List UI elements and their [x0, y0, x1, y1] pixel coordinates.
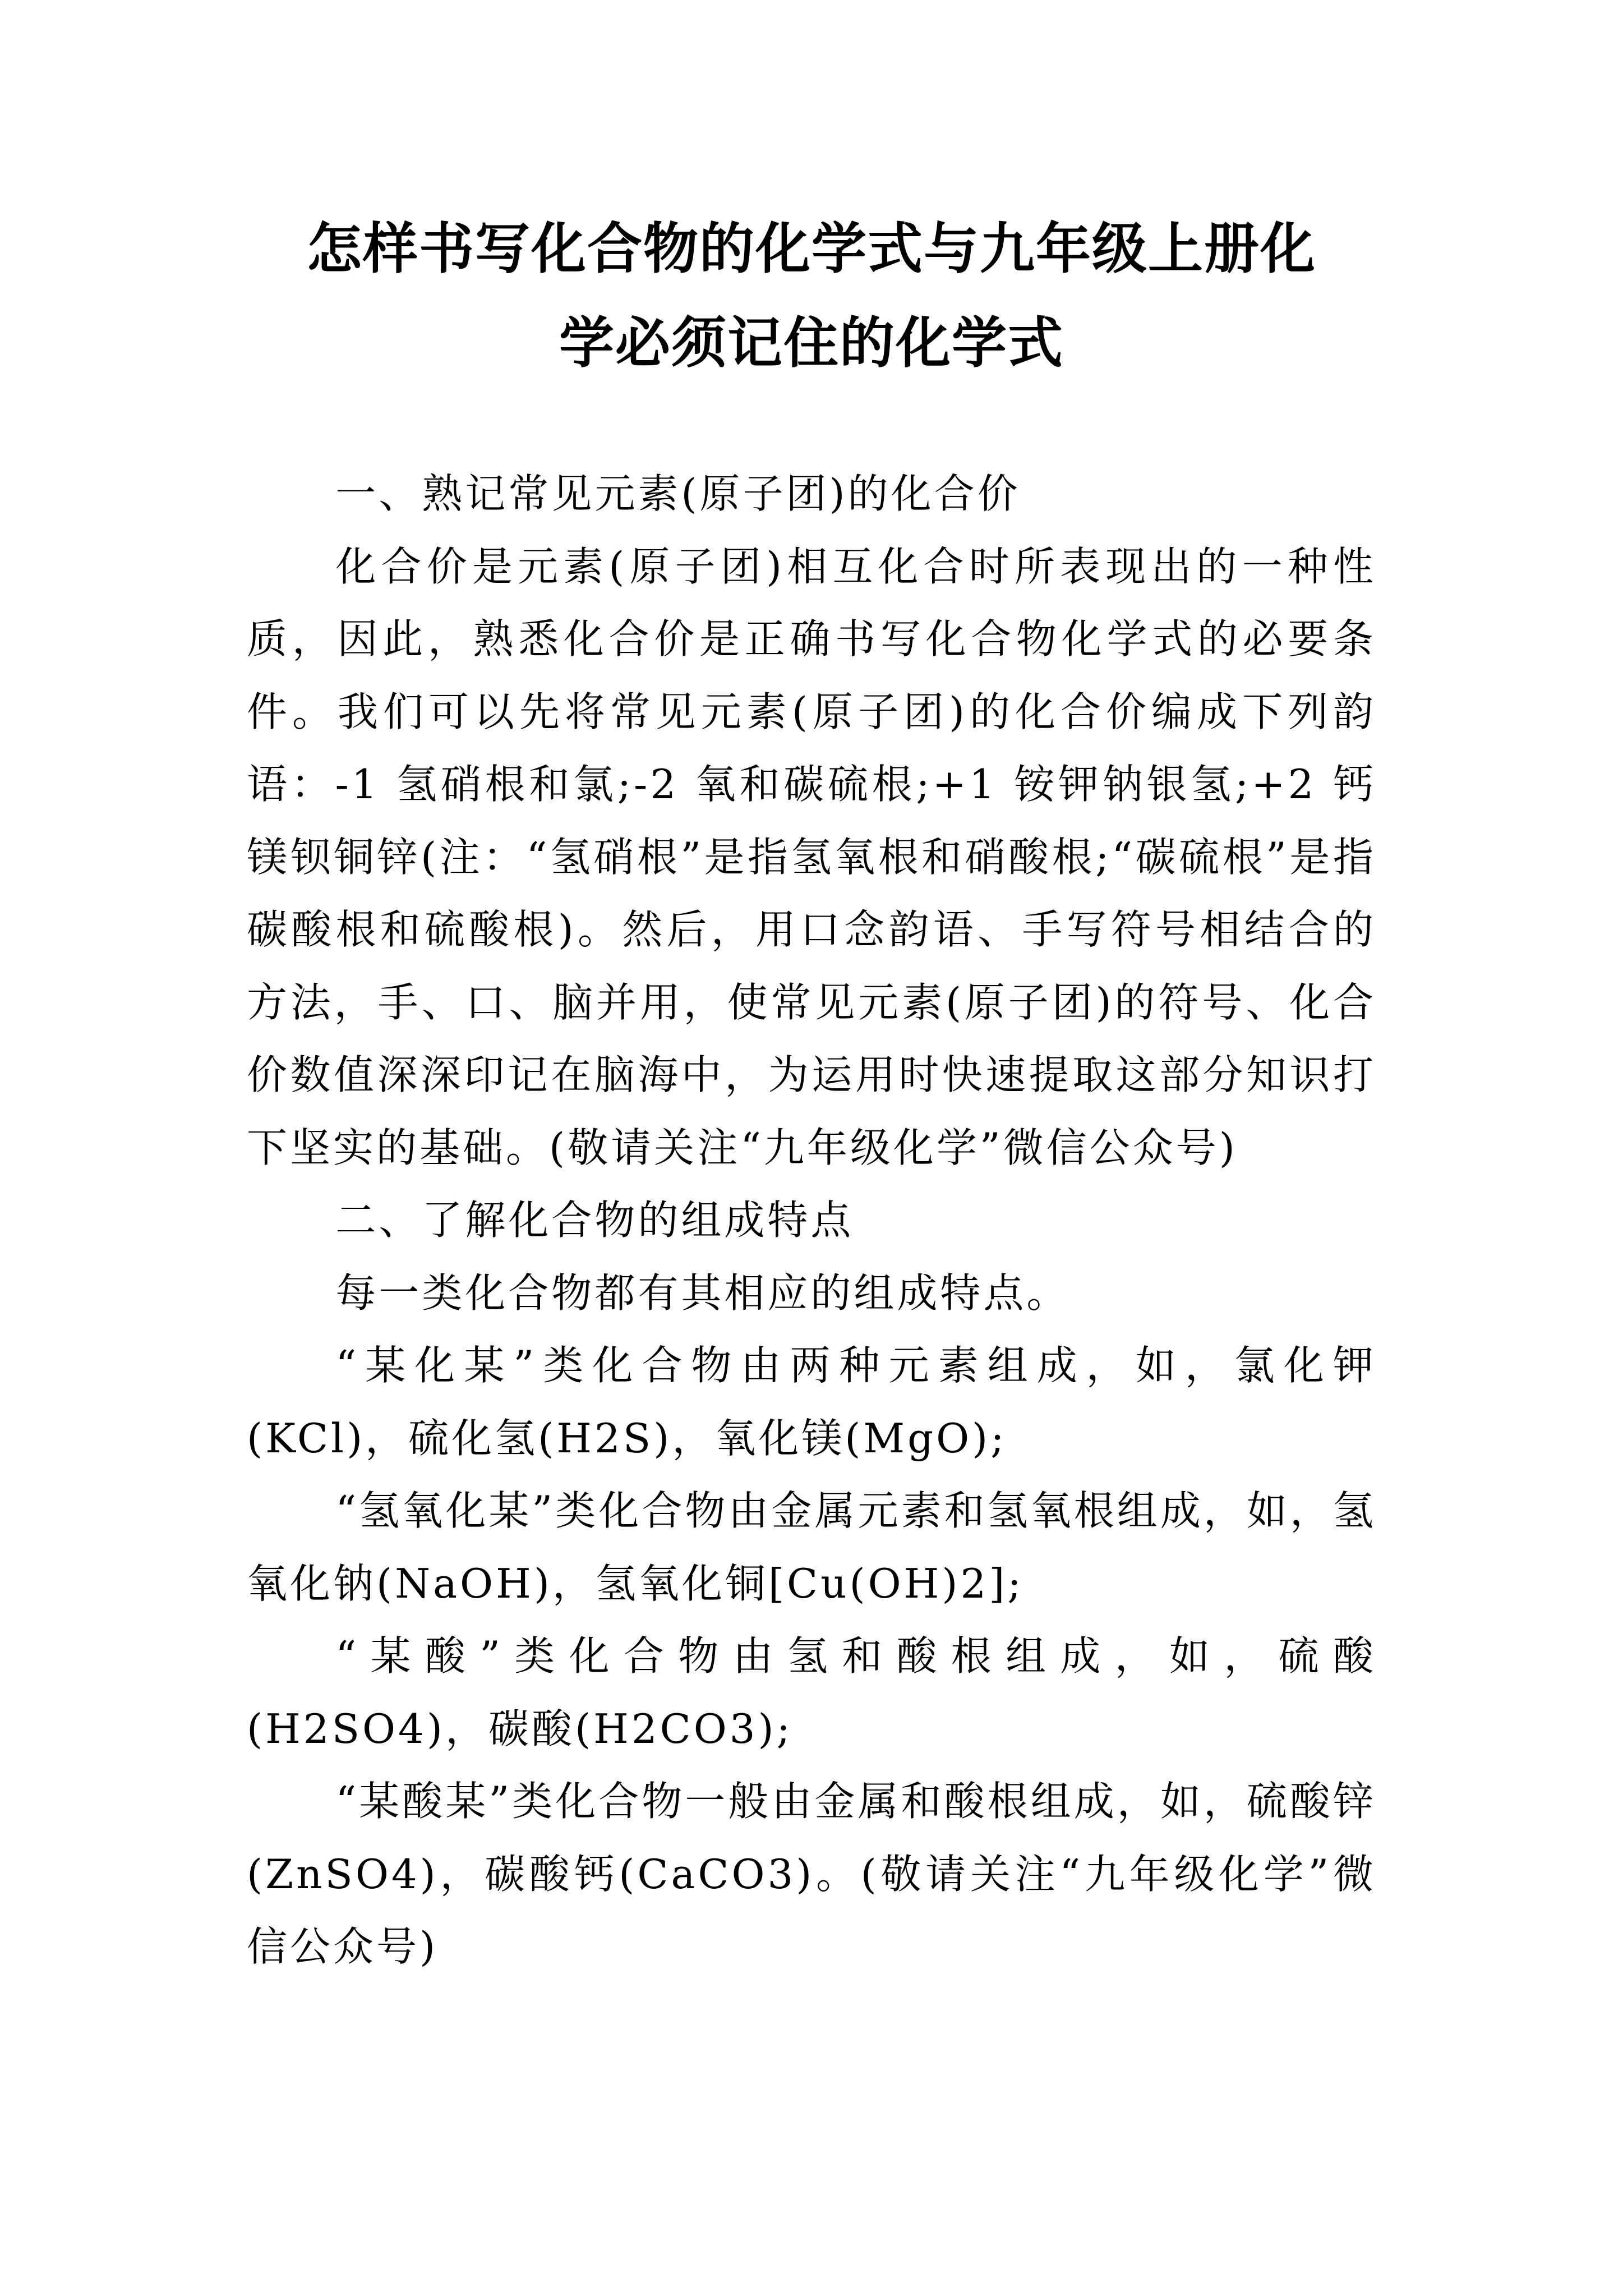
- section-heading-1: 一、熟记常见元素(原子团)的化合价: [335, 470, 1021, 517]
- document-body: [247, 458, 1376, 1984]
- title-line-2: 学必须记住的化学式: [559, 311, 1064, 375]
- title-line-1: 怎样书写化合物的化学式与九年级上册化: [306, 217, 1316, 281]
- body-paragraph: “某酸”类化合物由氢和酸根组成，如，硫酸(H2SO4)，碳酸(H2CO3);: [247, 1632, 1376, 1752]
- body-paragraph: “某酸某”类化合物一般由金属和酸根组成，如，硫酸锌(ZnSO4)，碳酸钙(CaCO3)。(敬请关注“九年级化学”微信公众号): [247, 1778, 1376, 1970]
- body-paragraph: “某化某”类化合物由两种元素组成，如，氯化钾(KCl)，硫化氢(H2S)，氧化镁(MgO);: [247, 1342, 1376, 1462]
- document-title: [247, 202, 1376, 390]
- section-heading-2: 二、了解化合物的组成特点: [335, 1197, 854, 1244]
- body-paragraph: “氢氧化某”类化合物由金属元素和氢氧根组成，如，氢氧化钠(NaOH)，氢氧化铜[Cu(OH)2];: [247, 1487, 1376, 1607]
- body-paragraph: 每一类化合物都有其相应的组成特点。: [335, 1269, 1070, 1317]
- body-paragraph: 化合价是元素(原子团)相互化合时所表现出的一种性质，因此，熟悉化合价是正确书写化合物化学式的必要条件。我们可以先将常见元素(原子团)的化合价编成下列韵语：-1 氢硝根和氯;-2 氧和碳硫根;+1 铵钾钠银氢;+2 钙镁钡铜锌(注：“氢硝根”是指氢氧根和硝酸根;“碳硫根”是指碳酸根和硫酸根)。然后，用口念韵语、手写符号相结合的方法，手、口、脑并用，使常见元素(原子团)的符号、化合价数值深深印记在脑海中，为运用时快速提取这部分知识打下坚实的基础。(敬请关注“九年级化学”微信公众号): [247, 542, 1376, 1171]
